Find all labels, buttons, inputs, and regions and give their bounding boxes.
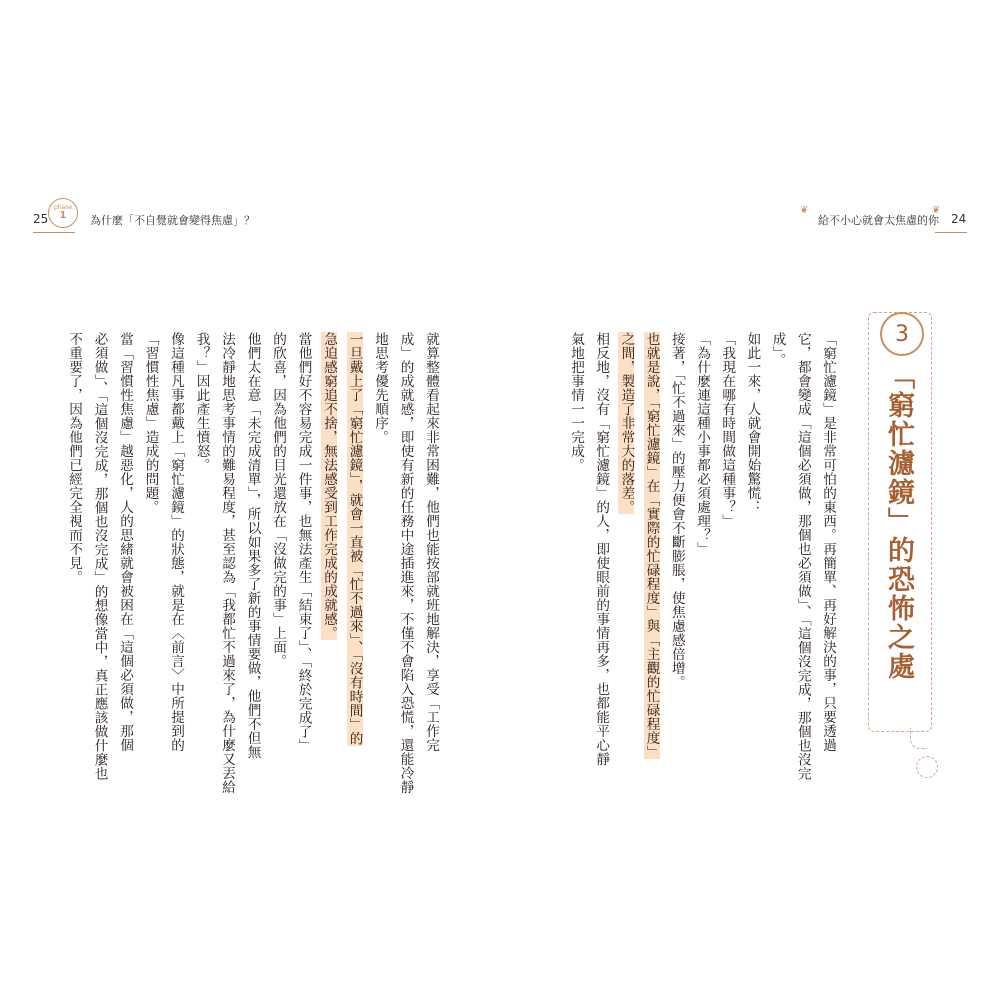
text-column [194,332,210,472]
section-box-ring [916,756,938,778]
text-column [347,332,363,746]
leaf-decoration-icon: ❦ [800,205,809,216]
text-column [669,332,685,689]
text-segment: 他們太在意「未完成清單」，所以如果多了新的事情要做，他們不但無 [244,332,261,760]
highlighted-text: 也就是說，「窮忙濾鏡」在「實際的忙碌程度」與「主觀的忙碌程度」 [643,332,660,760]
text-segment: 「習慣性焦慮」造成的問題。 [142,332,159,514]
text-segment: 當他們好不容易完成一件事，也無法產生「結束了」、「終於完成了」 [295,332,312,753]
running-title-left: 為什麼「不自覺就會變得焦慮」？ [90,214,255,227]
running-title-right: 給不小心就會太焦慮的你 [818,214,939,227]
header-rule-right [935,232,967,233]
text-column [719,332,735,528]
text-column [296,332,312,752]
page-number-left: 25 [33,212,49,226]
header-rule-left [33,232,75,233]
text-column [168,332,184,752]
text-segment: 相反地，沒有「窮忙濾鏡」的人，即使眼前的事情再多，也都能平心靜 [593,332,610,766]
text-column [770,332,786,367]
text-column [321,332,337,640]
highlighted-text: 一旦戴上了「窮忙濾鏡」，就會一直被「忙不過來」、「沒有時間」的 [346,332,363,746]
text-segment: 「為什麼連這種小事都必須處理？」 [694,332,710,556]
phase-number: 1 [59,210,67,221]
text-column [820,332,836,752]
phase-badge [48,198,78,228]
text-segment: 的欣喜，因為他們的目光還放在「沒做完的事」上面。 [270,332,286,668]
text-segment: 必須做」、「這個沒完成，那個也沒完成」的想像當中，真正應該做什麼也 [91,332,108,781]
text-segment: 像這種凡事都戴上「窮忙濾鏡」的狀態，就是在〈前言〉中所提到的 [168,332,184,752]
text-column [66,332,82,584]
highlighted-text: 之間，製造了非常大的落差。 [618,332,635,514]
phase-label: phase [53,204,73,211]
text-column [744,332,760,514]
text-segment: 不重要了，因為他們已經完全視而不見。 [66,332,82,584]
text-segment: 氣地把事情一一完成。 [568,332,584,472]
text-column [423,332,439,752]
text-column [219,332,235,794]
page-number-right: 24 [951,212,967,226]
text-column [618,332,634,514]
text-segment: 我？」因此產生憤怒。 [193,332,210,472]
text-column [398,332,414,794]
text-column [143,332,159,514]
text-column [795,332,811,780]
text-column [245,332,261,759]
text-segment: 地思考優先順序。 [372,332,388,444]
leaf-decoration-icon: ❦ [932,205,941,216]
text-segment: 如此一來，人就會開始驚慌： [744,332,761,514]
text-segment: 「我現在哪有時間做這種事？」 [719,332,736,528]
text-column [270,332,286,668]
section-title: 「窮忙濾鏡」的恐怖之處 [883,362,914,681]
text-column [117,332,133,752]
text-column [92,332,108,780]
text-segment: 當「習慣性焦慮」越惡化，人的思緒就會被困在「這個必須做，那個 [117,332,133,752]
highlighted-text: 急迫感窮追不捨，無法感受到工作完成的成就感。 [321,332,337,640]
text-segment: 成」。 [769,332,786,368]
text-segment: 接著，「忙不過來」的壓力便會不斷膨脹，使焦慮感倍增。 [668,332,685,690]
text-segment: 法冷靜地思考事情的難易程度，甚至認為「我都忙不過來了，為什麼又丟給 [219,332,235,794]
text-column [644,332,660,759]
text-column [593,332,609,766]
section-number: 3 [880,312,924,356]
text-segment: 它，都會變成「這個必須做，那個也必須做」、「這個沒完成，那個也沒完 [794,332,811,781]
text-segment: 「窮忙濾鏡」是非常可怕的東西。再簡單、再好解決的事，只要透過 [820,332,836,752]
text-segment: 就算整體看起來非常困難，他們也能按部就班地解決，享受「工作完 [423,332,439,752]
text-column [694,332,710,556]
text-column [372,332,388,444]
text-column [568,332,584,472]
section-box-tail [910,728,927,749]
text-segment: 成」的成就感，即使有新的任務中途插進來，不僅不會陷入恐慌，還能冷靜 [397,332,414,794]
